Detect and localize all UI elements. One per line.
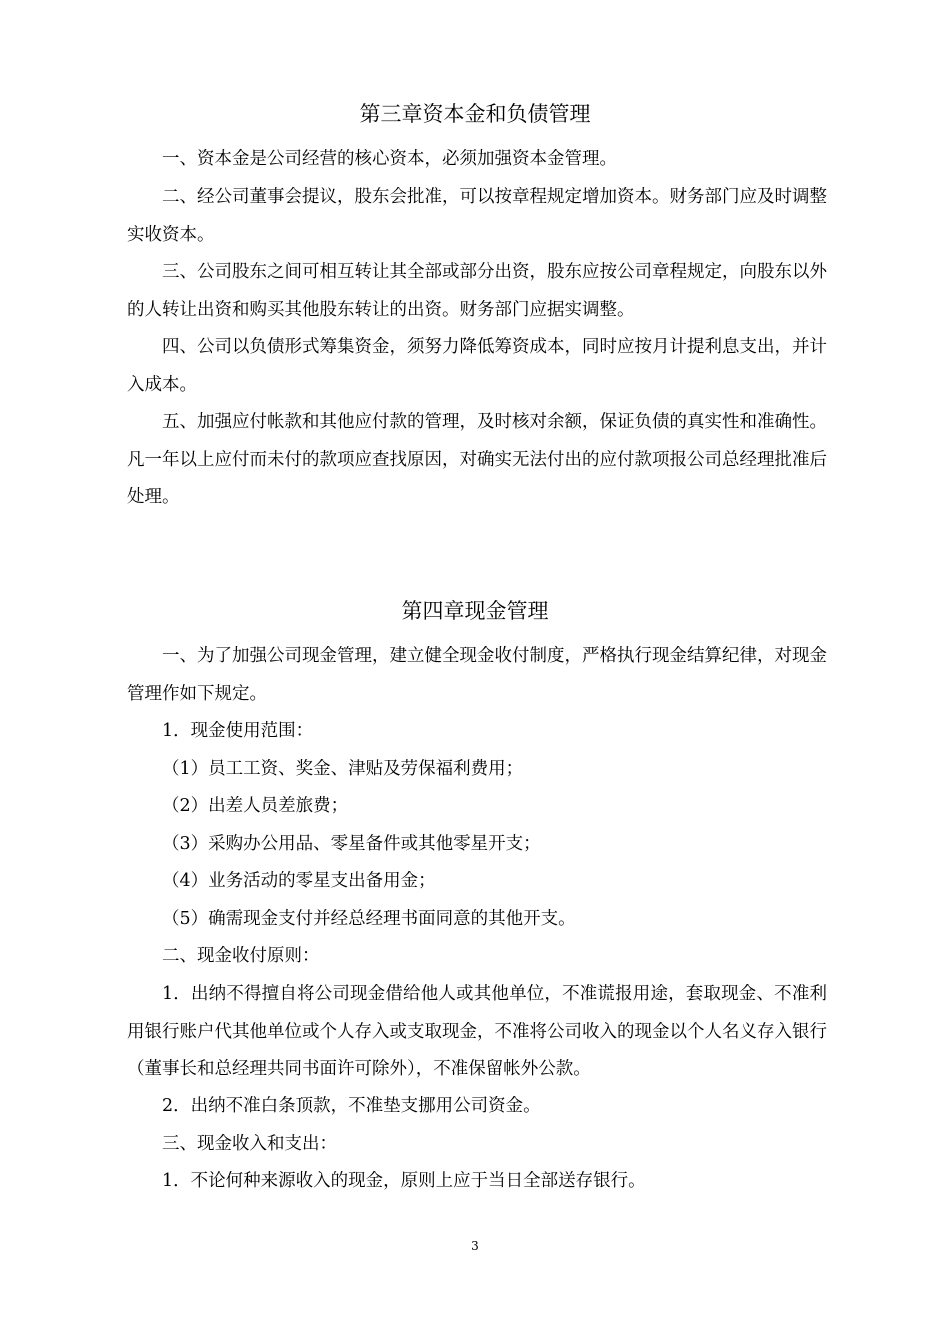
chapter-3-paragraph-5: 五、加强应付帐款和其他应付款的管理，及时核对余额，保证负债的真实性和准确性。凡一年以上应付而未付的款项应查找原因，对确实无法付出的应付款项报公司总经理批准后处理。 <box>127 412 827 507</box>
chapter-4-subitem-4: （4）业务活动的零星支出备用金； <box>162 871 436 891</box>
chapter-3-title: 第三章资本金和负债管理 <box>359 102 591 126</box>
chapter-4-section-3-heading: 三、现金收入和支出： <box>162 1134 337 1154</box>
chapter-4-cashier-rule-2: 2．出纳不准白条顶款，不准垫支挪用公司资金。 <box>162 1096 541 1116</box>
chapter-4-paragraph-1: 一、为了加强公司现金管理，建立健全现金收付制度，严格执行现金结算纪律，对现金管理作如下规定。 <box>127 646 827 704</box>
chapter-3-paragraph-4: 四、公司以负债形式筹集资金，须努力降低筹资成本，同时应按月计提利息支出，并计入成本。 <box>127 337 827 395</box>
chapter-4-subitem-1: （1）员工工资、奖金、津贴及劳保福利费用； <box>162 759 524 779</box>
chapter-3-paragraph-1: 一、资本金是公司经营的核心资本，必须加强资本金管理。 <box>162 149 617 169</box>
page-number: 3 <box>471 1239 479 1253</box>
chapter-4-subitem-2: （2）出差人员差旅费； <box>162 796 349 816</box>
chapter-4-subitem-3: （3）采购办公用品、零星备件或其他零星开支； <box>162 834 541 854</box>
chapter-4-title: 第四章现金管理 <box>401 599 549 623</box>
chapter-4-subitem-5: （5）确需现金支付并经总经理书面同意的其他开支。 <box>162 909 576 929</box>
chapter-4-item-scope: 1．现金使用范围： <box>162 721 314 741</box>
chapter-4-income-rule-1: 1．不论何种来源收入的现金，原则上应于当日全部送存银行。 <box>162 1171 646 1191</box>
chapter-3-paragraph-3: 三、公司股东之间可相互转让其全部或部分出资，股东应按公司章程规定，向股东以外的人转让出资和购买其他股东转让的出资。财务部门应据实调整。 <box>127 262 827 320</box>
chapter-3-paragraph-2: 二、经公司董事会提议，股东会批准，可以按章程规定增加资本。财务部门应及时调整实收资本。 <box>127 187 827 245</box>
chapter-4-section-2-heading: 二、现金收付原则： <box>162 946 320 966</box>
chapter-4-cashier-rule-1: 1．出纳不得擅自将公司现金借给他人或其他单位，不准谎报用途，套取现金、不准利用银行账户代其他单位或个人存入或支取现金，不准将公司收入的现金以个人名义存入银行（董事长和总经理共同书面许可除外），不准保留帐外公款。 <box>127 984 827 1079</box>
